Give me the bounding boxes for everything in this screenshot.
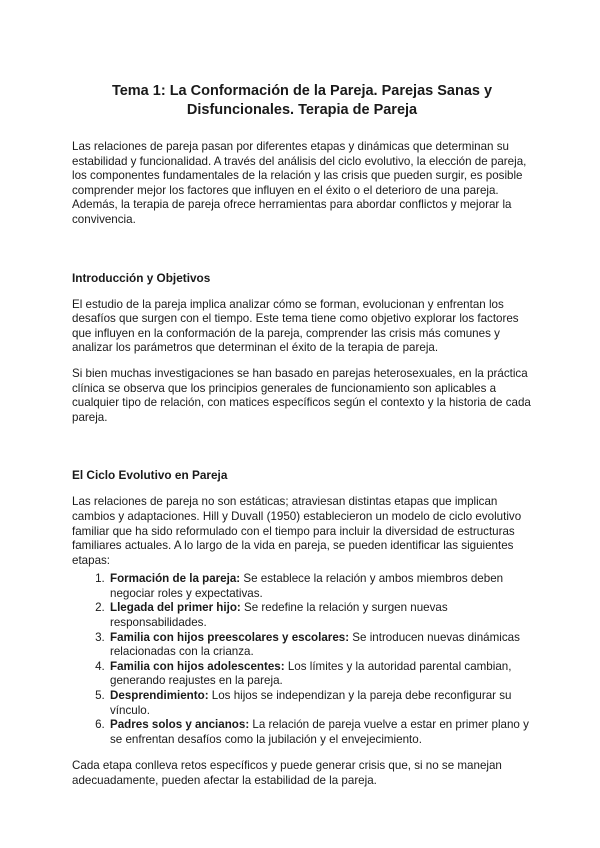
stage-term: Familia con hijos preescolares y escolares: [110, 630, 350, 644]
list-item [108, 660, 532, 689]
stage-text: Se introducen nuevas dinámicas relacionadas con la crianza. [110, 630, 520, 659]
list-item [108, 689, 532, 718]
stage-term: Llegada del primer hijo: [110, 601, 241, 615]
section2-paragraph-1: Las relaciones de pareja no son estáticas; atraviesan distintas etapas que implican cambios y adaptaciones. Hill y Duvall (1950) establecieron un modelo de ciclo evolutivo familiar que ha sido reformulado con el tiempo para incluir la diversidad de estructuras familiares actuales. A lo largo de la vida en pareja, se pueden identificar las siguientes etapas: [72, 495, 522, 567]
stage-text: Se establece la relación y ambos miembros deben negociar roles y expectativas. [110, 572, 504, 600]
stage-text: Los hijos se independizan y la pareja debe reconfigurar su vínculo. [110, 689, 512, 717]
document-page [72, 82, 532, 800]
stage-term: Padres solos y ancianos: [110, 718, 250, 732]
section1-paragraph-1: El estudio de la pareja implica analizar cómo se forman, evolucionan y enfrentan los desafíos que surgen con el tiempo. Este tema tiene como objetivo explorar los factores que influyen en la conformación de la pareja, comprender las crisis más comunes y analizar los parámetros que determinan el éxito de la terapia de pareja. [72, 297, 519, 355]
stage-term: Familia con hijos adolescentes: [110, 659, 285, 673]
stage-text: Se redefine la relación y surgen nuevas responsabilidades. [110, 601, 448, 630]
section-heading-introduccion: Introducción y Objetivos [72, 270, 211, 285]
document-title: Tema 1: La Conformación de la Pareja. Parejas Sanas y Disfuncionales. Terapia de Pareja [111, 83, 493, 118]
section2-paragraph-2: Cada etapa conlleva retos específicos y puede generar crisis que, si no se manejan adecuadamente, pueden afectar la estabilidad de la pareja. [72, 759, 502, 787]
list-item [108, 572, 532, 601]
stage-term: Formación de la pareja: [110, 572, 241, 586]
spacer [72, 239, 532, 271]
section1-paragraph-2: Si bien muchas investigaciones se han basado en parejas heterosexuales, en la práctica clínica se observa que los principios generales de funcionamiento son aplicables a cualquier tipo de relación, con matices específicos según el contexto y la historia de cada pareja. [72, 366, 531, 424]
intro-paragraph: Las relaciones de pareja pasan por diferentes etapas y dinámicas que determinan su estabilidad y funcionalidad. A través del análisis del ciclo evolutivo, la elección de pareja, los componentes fundamentales de la relación y las crisis que pueden surgir, es posible comprender mejor los factores que influyen en el éxito o el deterioro de una pareja. Además, la terapia de pareja ofrece herramientas para abordar conflictos y mejorar la convivencia. [72, 140, 527, 226]
stage-text: Los límites y la autoridad parental cambian, generando reajustes en la pareja. [110, 659, 512, 688]
stage-term: Desprendimiento: [110, 689, 209, 703]
stages-list [72, 572, 532, 747]
stage-text: La relación de pareja vuelve a estar en primer plano y se enfrentan desafíos como la jubilación y el envejecimiento. [110, 718, 529, 746]
spacer [72, 436, 532, 468]
section-heading-ciclo-evolutivo: El Ciclo Evolutivo en Pareja [72, 468, 228, 483]
list-item [108, 631, 532, 660]
list-item [108, 718, 532, 747]
list-item [108, 601, 532, 630]
